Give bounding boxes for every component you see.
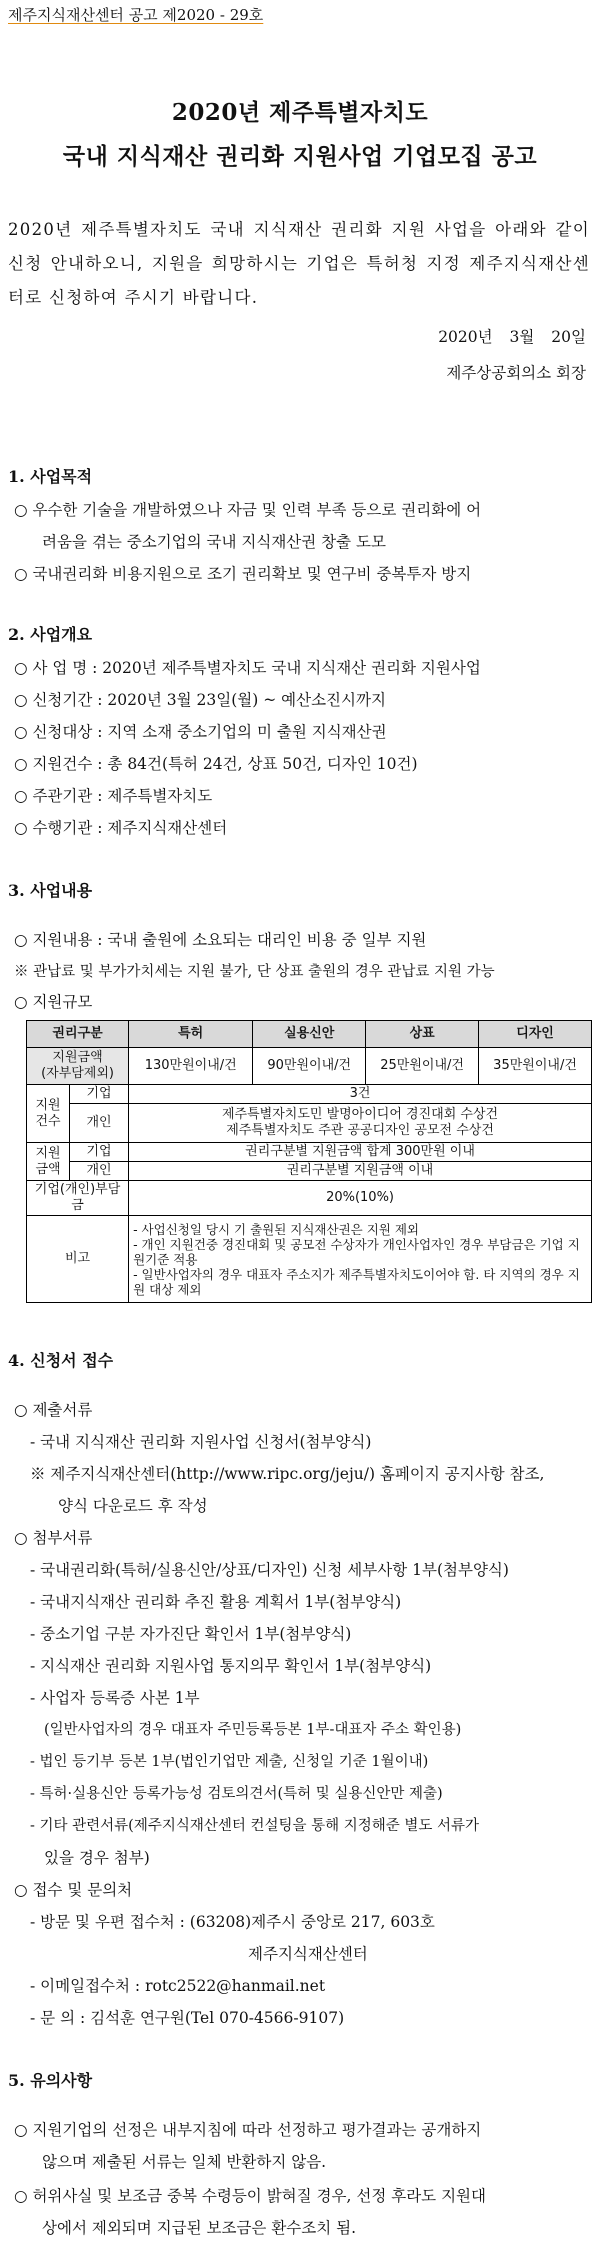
table-row — [27, 1104, 592, 1143]
s4-email: - 이메일접수처 : rotc2522@hanmail.net — [30, 1977, 326, 1995]
s2-item-target: ○ 신청대상 : 지역 소재 중소기업의 미 출원 지식재산권 — [14, 723, 387, 741]
amount-patent: 130만원이내/건 — [129, 1048, 253, 1085]
table-row — [27, 1181, 592, 1216]
list-item: - 중소기업 구분 자가진단 확인서 1부(첨부양식) — [30, 1625, 352, 1643]
section-2-heading: 2. 사업개요 — [8, 625, 93, 644]
s5-line-2b: 상에서 제외되며 지급된 보조금은 환수조치 됨. — [42, 2219, 357, 2237]
s4-website-note-b: 양식 다운로드 후 작성 — [58, 1497, 208, 1515]
s3-line-1: ○ 지원내용 : 국내 출원에 소요되는 대리인 비용 중 일부 지원 — [14, 931, 427, 949]
s1-line-1b: 려움을 겪는 중소기업의 국내 지식재산권 창출 도모 — [42, 533, 386, 551]
title-line-1: 2020년 제주특별자치도 — [171, 99, 429, 126]
list-item: - 기타 관련서류(제주지식재산센터 컨설팅을 통해 지정해준 별도 서류가 — [30, 1818, 480, 1834]
s2-item-host: ○ 주관기관 : 제주특별자치도 — [14, 787, 213, 805]
note-text: - 사업신청일 당시 기 출원된 지식재산권은 지원 제외 - 개인 지원건중 경진대회 및 공모전 수상자가 개인사업자인 경우 부담금은 기업 지원기준 적용 - 일반사업자의 경우 대표자 주소지가 제주특별자치도이어야 함. 타 지역의 경우 지원 대상 제외 — [129, 1216, 592, 1303]
count-individual-label: 개인 — [70, 1104, 129, 1143]
list-item: (일반사업자의 경우 대표자 주민등록등본 1부-대표자 주소 확인용) — [44, 1722, 462, 1738]
s2-item-name: ○ 사 업 명 : 2020년 제주특별자치도 국내 지식재산 권리화 지원사업 — [14, 659, 481, 677]
list-item: - 특허·실용신안 등록가능성 검토의견서(특허 및 실용신안만 제출) — [30, 1786, 443, 1802]
s4-address: - 방문 및 우편 접수처 : (63208)제주시 중앙로 217, 603호 — [30, 1913, 435, 1931]
th-right-type: 권리구분 — [27, 1021, 129, 1048]
section-1-heading: 1. 사업목적 — [8, 467, 93, 486]
table-row — [27, 1085, 592, 1104]
section-3-heading: 3. 사업내용 — [8, 881, 93, 900]
s2-item-operator: ○ 수행기관 : 제주지식재산센터 — [14, 819, 228, 837]
list-item: - 국내지식재산 권리화 추진 활용 계획서 1부(첨부양식) — [30, 1593, 402, 1611]
s4-contact-heading: ○ 접수 및 문의처 — [14, 1881, 133, 1899]
count-company-label: 기업 — [70, 1085, 129, 1104]
table-header-row — [27, 1021, 592, 1048]
section-4-heading: 4. 신청서 접수 — [8, 1351, 114, 1370]
th-utility: 실용신안 — [253, 1021, 366, 1048]
self-pay-label: 기업(개인)부담금 — [27, 1181, 129, 1216]
table-row — [27, 1143, 592, 1162]
list-item: - 지식재산 권리화 지원사업 통지의무 확인서 1부(첨부양식) — [30, 1657, 432, 1675]
amount-label: 지원금액 (자부담제외) — [27, 1048, 129, 1085]
amount-utility: 90만원이내/건 — [253, 1048, 366, 1085]
amt-company-label: 기업 — [70, 1143, 129, 1162]
s2-item-period: ○ 신청기간 : 2020년 3월 23일(월) ~ 예산소진시까지 — [14, 691, 386, 709]
title-line-2: 국내 지식재산 권리화 지원사업 기업모집 공고 — [62, 143, 538, 170]
s4-submit-docs: ○ 제출서류 — [14, 1401, 93, 1419]
support-scale-table — [26, 1020, 592, 1303]
s4-application-form: - 국내 지식재산 권리화 지원사업 신청서(첨부양식) — [30, 1433, 372, 1451]
amt-label: 지원 금액 — [27, 1143, 70, 1181]
list-item: - 사업자 등록증 사본 1부 — [30, 1689, 200, 1707]
count-label: 지원 건수 — [27, 1085, 70, 1143]
list-item: - 법인 등기부 등본 1부(법인기업만 제출, 신청일 기준 1월이내) — [30, 1754, 429, 1770]
s4-website-note: ※ 제주지식재산센터(http://www.ripc.org/jeju/) 홈페이지 공지사항 참조, — [30, 1465, 545, 1483]
list-item: 있을 경우 첨부) — [44, 1849, 150, 1867]
notice-date: 2020년 3월 20일 — [438, 328, 586, 346]
s5-line-2: ○ 허위사실 및 보조금 중복 수령등이 밝혀질 경우, 선정 후라도 지원대 — [14, 2187, 486, 2205]
count-company: 3건 — [129, 1085, 592, 1104]
table-row — [27, 1162, 592, 1181]
amount-design: 35만원이내/건 — [479, 1048, 592, 1085]
s3-line-2: ※ 관납료 및 부가가치세는 지원 불가, 단 상표 출원의 경우 관납료 지원 가능 — [14, 964, 495, 980]
amount-trademark: 25만원이내/건 — [366, 1048, 479, 1085]
amt-individual: 권리구분별 지원금액 이내 — [129, 1162, 592, 1181]
s1-line-2: ○ 국내권리화 비용지원으로 조기 권리확보 및 연구비 중복투자 방지 — [14, 565, 472, 583]
count-individual: 제주특별자치도민 발명아이디어 경진대회 수상건 제주특별자치도 주관 공공디자인 공모전 수상건 — [129, 1104, 592, 1143]
s2-item-count: ○ 지원건수 : 총 84건(특허 24건, 상표 50건, 디자인 10건) — [14, 755, 418, 773]
s5-line-1b: 않으며 제출된 서류는 일체 반환하지 않음. — [42, 2153, 327, 2171]
note-label: 비고 — [27, 1216, 129, 1303]
self-pay-value: 20%(10%) — [129, 1181, 592, 1216]
amt-individual-label: 개인 — [70, 1162, 129, 1181]
notice-number: 제주지식재산센터 공고 제2020 - 29호 — [8, 6, 264, 24]
s4-contact-person: - 문 의 : 김석훈 연구원(Tel 070-4566-9107) — [30, 2009, 345, 2027]
table-row — [27, 1048, 592, 1085]
table-row — [27, 1216, 592, 1303]
signature: 제주상공회의소 회장 — [446, 364, 586, 382]
s5-line-1: ○ 지원기업의 선정은 내부지침에 따라 선정하고 평가결과는 공개하지 — [14, 2121, 482, 2139]
list-item: - 국내권리화(특허/실용신안/상표/디자인) 신청 세부사항 1부(첨부양식) — [30, 1561, 509, 1579]
th-patent: 특허 — [129, 1021, 253, 1048]
section-5-heading: 5. 유의사항 — [8, 2071, 93, 2090]
s4-attach-docs: ○ 첨부서류 — [14, 1529, 93, 1547]
th-trademark: 상표 — [366, 1021, 479, 1048]
s3-line-3: ○ 지원규모 — [14, 993, 93, 1011]
intro-paragraph: 2020년 제주특별자치도 국내 지식재산 권리화 지원 사업을 아래와 같이 신청 안내하오니, 지원을 희망하시는 기업은 특허청 지정 제주지식재산센터로 신청하여 주시기 바랍니다. — [8, 220, 590, 307]
amt-company: 권리구분별 지원금액 합계 300만원 이내 — [129, 1143, 592, 1162]
th-design: 디자인 — [479, 1021, 592, 1048]
s4-address-b: 제주지식재산센터 — [248, 1945, 368, 1963]
s1-line-1: ○ 우수한 기술을 개발하였으나 자금 및 인력 부족 등으로 권리화에 어 — [14, 501, 482, 519]
